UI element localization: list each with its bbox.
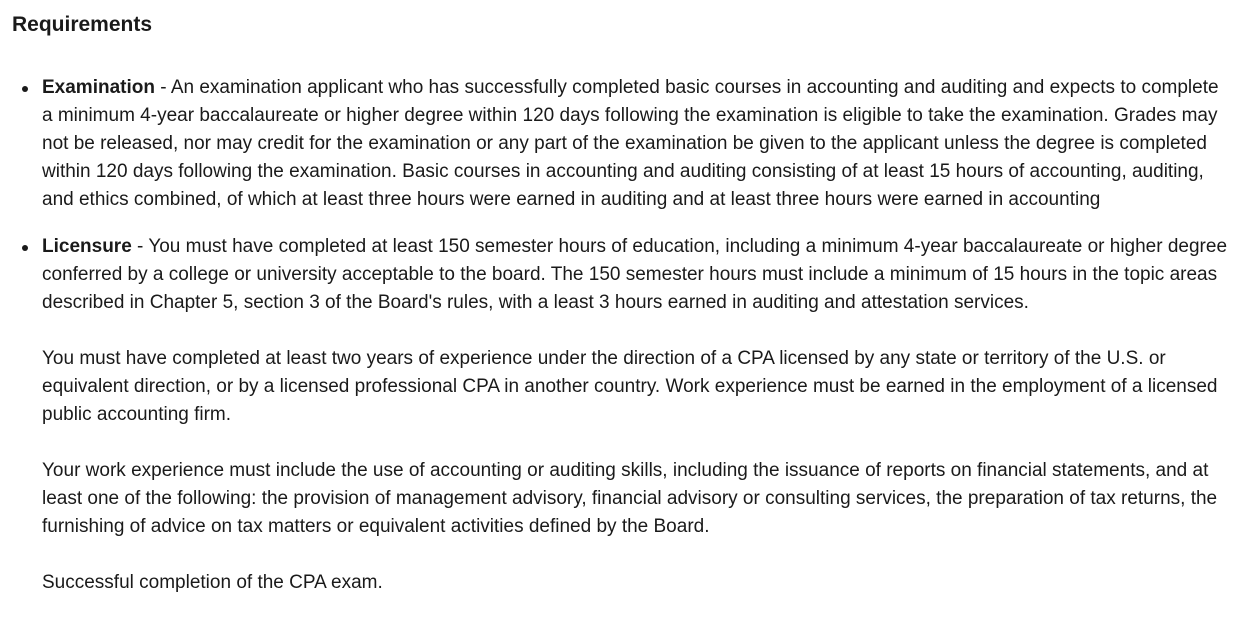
requirement-term: Licensure bbox=[42, 236, 132, 257]
requirement-description: You must have completed at least 150 semester hours of education, including a minimum 4-year baccalaureate or higher degree conferred by a college or university acceptable to the board. The 150 semester hours must include a minimum of 15 hours in the topic areas described in Chapter 5, section 3 of the Board's rules, with a least 3 hours earned in auditing and attestation services. bbox=[42, 236, 1228, 313]
work-experience-paragraph: Your work experience must include the use of accounting or auditing skills, including the issuance of reports on financial statements, and at least one of the following: the provision of management advisory, financial advisory or consulting services, the preparation of tax returns, the furnishing of advice on tax matters or equivalent activities defined by the Board. bbox=[42, 460, 1218, 537]
requirement-term: Examination bbox=[42, 77, 155, 98]
requirement-licensure bbox=[42, 233, 1233, 597]
requirement-licensure-text bbox=[42, 233, 1233, 317]
requirement-examination-text bbox=[42, 74, 1233, 214]
requirement-description: An examination applicant who has successfully completed basic courses in accounting and auditing and expects to complete a minimum 4-year baccalaureate or higher degree within 120 days following the examination is eligible to take the examination. Grades may not be released, nor may credit for the examination or any part of the examination be given to the applicant unless the degree is completed within 120 days following the examination. Basic courses in accounting and auditing consisting of at least 15 hours of accounting, auditing, and ethics combined, of which at least three hours were earned in auditing and at least three hours were earned in accounting bbox=[42, 77, 1219, 210]
bullet-icon bbox=[22, 245, 28, 251]
term-separator: - bbox=[131, 236, 149, 257]
exam-completion-paragraph: Successful completion of the CPA exam. bbox=[42, 572, 383, 593]
section-heading: Requirements bbox=[12, 13, 153, 36]
requirements-list bbox=[0, 74, 1233, 616]
requirement-examination bbox=[42, 74, 1233, 214]
experience-paragraph: You must have completed at least two years of experience under the direction of a CPA licensed by any state or territory of the U.S. or equivalent direction, or by a licensed professional CPA in another country. Work experience must be earned in the employment of a licensed public accounting firm. bbox=[42, 348, 1218, 425]
bullet-icon bbox=[22, 86, 28, 92]
term-separator: - bbox=[154, 77, 171, 98]
